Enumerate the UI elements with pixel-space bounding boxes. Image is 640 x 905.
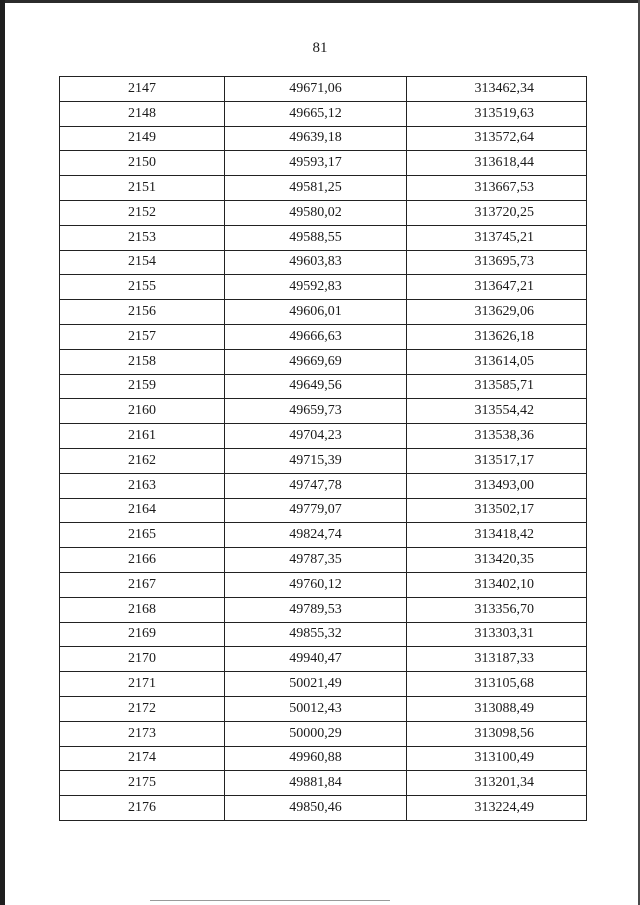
table-row (60, 176, 587, 201)
page-number: 81 (312, 40, 328, 56)
table-row (60, 349, 587, 374)
y-coordinate-cell: 313519,63 (407, 101, 587, 126)
table-row (60, 672, 587, 697)
y-coordinate-cell: 313614,05 (407, 349, 587, 374)
point-number-cell: 2155 (60, 275, 225, 300)
x-coordinate-cell: 49779,07 (225, 498, 407, 523)
x-coordinate-cell: 49715,39 (225, 448, 407, 473)
x-coordinate-cell: 50021,49 (225, 672, 407, 697)
x-coordinate-cell: 49592,83 (225, 275, 407, 300)
point-number-cell: 2170 (60, 647, 225, 672)
x-coordinate-cell: 49666,63 (225, 324, 407, 349)
table-row (60, 771, 587, 796)
x-coordinate-cell: 49704,23 (225, 424, 407, 449)
y-coordinate-cell: 313098,56 (407, 721, 587, 746)
point-number-cell: 2151 (60, 176, 225, 201)
scan-edge-left (0, 0, 5, 905)
point-number-cell: 2154 (60, 250, 225, 275)
y-coordinate-cell: 313695,73 (407, 250, 587, 275)
table-row (60, 300, 587, 325)
point-number-cell: 2167 (60, 572, 225, 597)
y-coordinate-cell: 313402,10 (407, 572, 587, 597)
y-coordinate-cell: 313493,00 (407, 473, 587, 498)
x-coordinate-cell: 49588,55 (225, 225, 407, 250)
x-coordinate-cell: 49671,06 (225, 77, 407, 102)
table-row (60, 548, 587, 573)
x-coordinate-cell: 49649,56 (225, 374, 407, 399)
point-number-cell: 2165 (60, 523, 225, 548)
point-number-cell: 2173 (60, 721, 225, 746)
scan-edge-top (0, 0, 640, 3)
table-row (60, 126, 587, 151)
point-number-cell: 2158 (60, 349, 225, 374)
table-row (60, 275, 587, 300)
point-number-cell: 2147 (60, 77, 225, 102)
y-coordinate-cell: 313745,21 (407, 225, 587, 250)
table-row (60, 374, 587, 399)
table-row (60, 77, 587, 102)
table-row (60, 498, 587, 523)
point-number-cell: 2164 (60, 498, 225, 523)
point-number-cell: 2172 (60, 696, 225, 721)
x-coordinate-cell: 49760,12 (225, 572, 407, 597)
x-coordinate-cell: 49850,46 (225, 796, 407, 821)
point-number-cell: 2163 (60, 473, 225, 498)
y-coordinate-cell: 313626,18 (407, 324, 587, 349)
y-coordinate-cell: 313303,31 (407, 622, 587, 647)
y-coordinate-cell: 313538,36 (407, 424, 587, 449)
table-row (60, 523, 587, 548)
x-coordinate-cell: 49581,25 (225, 176, 407, 201)
table-row (60, 250, 587, 275)
y-coordinate-cell: 313667,53 (407, 176, 587, 201)
point-number-cell: 2174 (60, 746, 225, 771)
y-coordinate-cell: 313554,42 (407, 399, 587, 424)
y-coordinate-cell: 313629,06 (407, 300, 587, 325)
coordinates-table-body (60, 77, 587, 821)
x-coordinate-cell: 49669,69 (225, 349, 407, 374)
x-coordinate-cell: 49603,83 (225, 250, 407, 275)
y-coordinate-cell: 313420,35 (407, 548, 587, 573)
x-coordinate-cell: 49789,53 (225, 597, 407, 622)
table-row (60, 200, 587, 225)
point-number-cell: 2157 (60, 324, 225, 349)
point-number-cell: 2176 (60, 796, 225, 821)
y-coordinate-cell: 313105,68 (407, 672, 587, 697)
x-coordinate-cell: 49855,32 (225, 622, 407, 647)
y-coordinate-cell: 313356,70 (407, 597, 587, 622)
table-row (60, 796, 587, 821)
x-coordinate-cell: 50012,43 (225, 696, 407, 721)
table-row (60, 101, 587, 126)
table-row (60, 324, 587, 349)
point-number-cell: 2160 (60, 399, 225, 424)
x-coordinate-cell: 49639,18 (225, 126, 407, 151)
table-row (60, 448, 587, 473)
y-coordinate-cell: 313418,42 (407, 523, 587, 548)
point-number-cell: 2168 (60, 597, 225, 622)
point-number-cell: 2161 (60, 424, 225, 449)
x-coordinate-cell: 49881,84 (225, 771, 407, 796)
x-coordinate-cell: 49659,73 (225, 399, 407, 424)
y-coordinate-cell: 313585,71 (407, 374, 587, 399)
table-row (60, 151, 587, 176)
point-number-cell: 2152 (60, 200, 225, 225)
table-row (60, 424, 587, 449)
x-coordinate-cell: 50000,29 (225, 721, 407, 746)
x-coordinate-cell: 49747,78 (225, 473, 407, 498)
x-coordinate-cell: 49606,01 (225, 300, 407, 325)
table-row (60, 746, 587, 771)
point-number-cell: 2175 (60, 771, 225, 796)
y-coordinate-cell: 313100,49 (407, 746, 587, 771)
table-row (60, 721, 587, 746)
table-row (60, 696, 587, 721)
x-coordinate-cell: 49960,88 (225, 746, 407, 771)
x-coordinate-cell: 49940,47 (225, 647, 407, 672)
point-number-cell: 2148 (60, 101, 225, 126)
y-coordinate-cell: 313647,21 (407, 275, 587, 300)
table-row (60, 473, 587, 498)
point-number-cell: 2150 (60, 151, 225, 176)
point-number-cell: 2153 (60, 225, 225, 250)
x-coordinate-cell: 49787,35 (225, 548, 407, 573)
point-number-cell: 2162 (60, 448, 225, 473)
y-coordinate-cell: 313224,49 (407, 796, 587, 821)
table-row (60, 225, 587, 250)
point-number-cell: 2166 (60, 548, 225, 573)
point-number-cell: 2159 (60, 374, 225, 399)
scan-artifact-line (150, 900, 390, 901)
y-coordinate-cell: 313720,25 (407, 200, 587, 225)
point-number-cell: 2149 (60, 126, 225, 151)
point-number-cell: 2171 (60, 672, 225, 697)
table-row (60, 622, 587, 647)
x-coordinate-cell: 49824,74 (225, 523, 407, 548)
table-row (60, 597, 587, 622)
y-coordinate-cell: 313187,33 (407, 647, 587, 672)
coordinates-table (59, 76, 587, 821)
table-row (60, 399, 587, 424)
point-number-cell: 2169 (60, 622, 225, 647)
y-coordinate-cell: 313502,17 (407, 498, 587, 523)
y-coordinate-cell: 313462,34 (407, 77, 587, 102)
y-coordinate-cell: 313572,64 (407, 126, 587, 151)
y-coordinate-cell: 313201,34 (407, 771, 587, 796)
y-coordinate-cell: 313088,49 (407, 696, 587, 721)
x-coordinate-cell: 49580,02 (225, 200, 407, 225)
x-coordinate-cell: 49593,17 (225, 151, 407, 176)
y-coordinate-cell: 313517,17 (407, 448, 587, 473)
x-coordinate-cell: 49665,12 (225, 101, 407, 126)
point-number-cell: 2156 (60, 300, 225, 325)
table-row (60, 572, 587, 597)
table-row (60, 647, 587, 672)
y-coordinate-cell: 313618,44 (407, 151, 587, 176)
